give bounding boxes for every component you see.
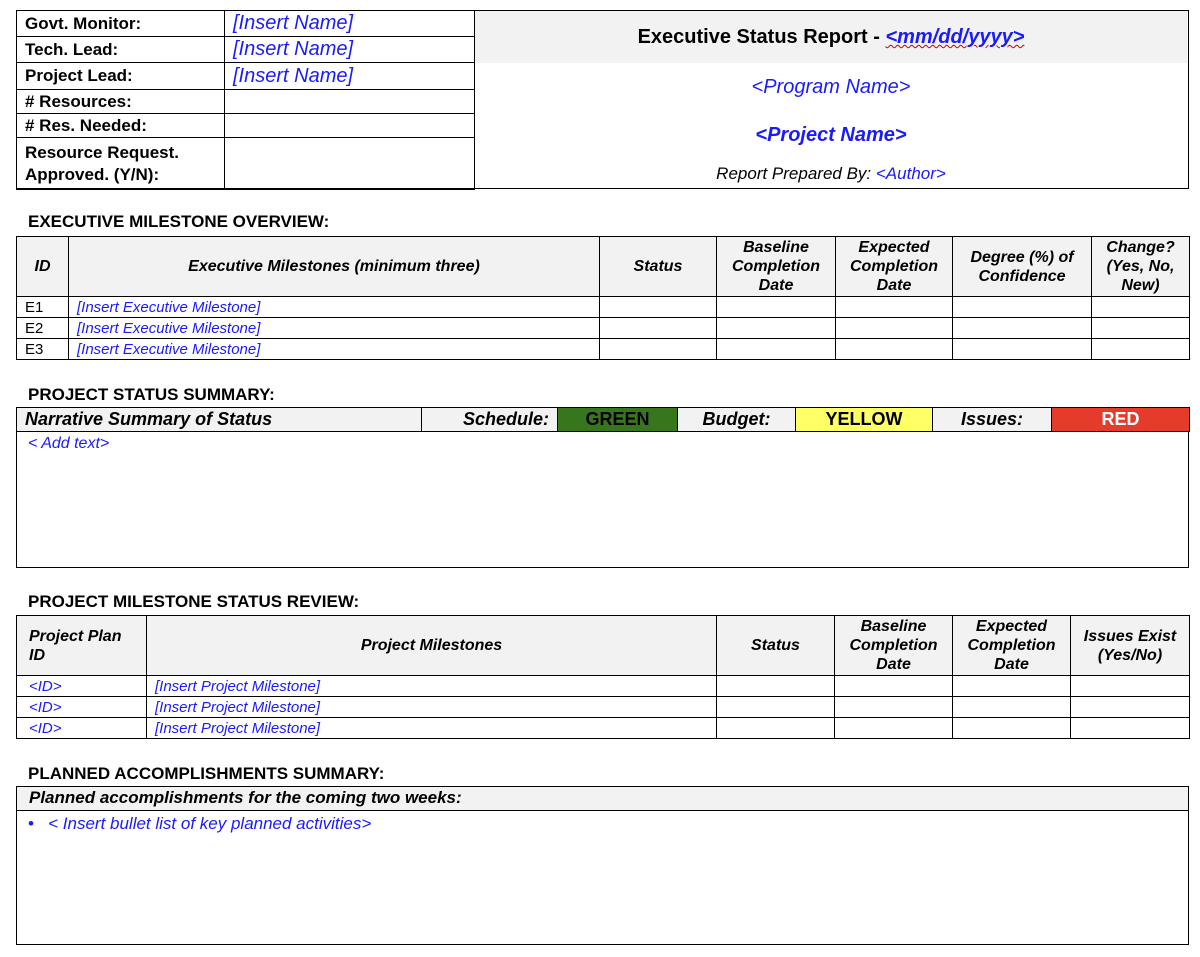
row-issues[interactable] bbox=[1071, 676, 1190, 697]
resource-request-value[interactable] bbox=[225, 138, 475, 190]
col-plan-id: Project Plan ID bbox=[17, 616, 147, 676]
project-name[interactable]: <Project Name> bbox=[755, 124, 907, 146]
planned-header bbox=[16, 786, 1189, 811]
schedule-label: Schedule: bbox=[422, 408, 558, 432]
col-status: Status bbox=[717, 616, 835, 676]
row-change[interactable] bbox=[1092, 339, 1190, 360]
row-status[interactable] bbox=[600, 297, 717, 318]
issues-label: Issues: bbox=[933, 408, 1052, 432]
row-id: E3 bbox=[17, 339, 69, 360]
row-plan-id[interactable]: <ID> bbox=[17, 718, 147, 739]
col-issues-exist: Issues Exist (Yes/No) bbox=[1071, 616, 1190, 676]
row-milestone[interactable]: [Insert Project Milestone] bbox=[147, 718, 717, 739]
row-baseline[interactable] bbox=[835, 718, 953, 739]
row-baseline[interactable] bbox=[717, 297, 836, 318]
table-row bbox=[17, 318, 1190, 339]
row-expected[interactable] bbox=[953, 697, 1071, 718]
row-baseline[interactable] bbox=[717, 318, 836, 339]
row-confidence[interactable] bbox=[953, 318, 1092, 339]
row-milestone[interactable]: [Insert Executive Milestone] bbox=[69, 297, 600, 318]
budget-status-badge[interactable]: YELLOW bbox=[796, 408, 933, 432]
col-change: Change? (Yes, No, New) bbox=[1092, 237, 1190, 297]
table-row bbox=[17, 718, 1190, 739]
row-milestone[interactable]: [Insert Project Milestone] bbox=[147, 676, 717, 697]
col-baseline-date: Baseline Completion Date bbox=[835, 616, 953, 676]
col-status: Status bbox=[600, 237, 717, 297]
row-confidence[interactable] bbox=[953, 297, 1092, 318]
row-milestone[interactable]: [Insert Executive Milestone] bbox=[69, 318, 600, 339]
table-row bbox=[17, 697, 1190, 718]
bullet-icon: • bbox=[28, 814, 34, 833]
exec-milestone-table bbox=[16, 236, 1190, 360]
row-baseline[interactable] bbox=[835, 697, 953, 718]
col-id: ID bbox=[17, 237, 69, 297]
planned-bullet-text[interactable]: < Insert bullet list of key planned activities> bbox=[48, 814, 372, 833]
row-status[interactable] bbox=[600, 318, 717, 339]
row-plan-id[interactable]: <ID> bbox=[17, 697, 147, 718]
col-exec-milestones: Executive Milestones (minimum three) bbox=[69, 237, 600, 297]
exec-milestone-title: EXECUTIVE MILESTONE OVERVIEW: bbox=[28, 212, 330, 231]
status-summary-title: PROJECT STATUS SUMMARY: bbox=[28, 385, 275, 404]
issues-status-badge[interactable]: RED bbox=[1052, 408, 1190, 432]
project-milestone-title: PROJECT MILESTONE STATUS REVIEW: bbox=[28, 592, 360, 611]
resources-label: # Resources: bbox=[17, 90, 225, 114]
col-expected-date: Expected Completion Date bbox=[953, 616, 1071, 676]
col-confidence: Degree (%) of Confidence bbox=[953, 237, 1092, 297]
row-issues[interactable] bbox=[1071, 718, 1190, 739]
row-status[interactable] bbox=[600, 339, 717, 360]
report-title: Executive Status Report - bbox=[637, 26, 886, 48]
narrative-label: Narrative Summary of Status bbox=[17, 408, 422, 432]
row-status[interactable] bbox=[717, 676, 835, 697]
row-baseline[interactable] bbox=[835, 676, 953, 697]
col-expected-date: Expected Completion Date bbox=[836, 237, 953, 297]
row-baseline[interactable] bbox=[717, 339, 836, 360]
row-status[interactable] bbox=[717, 718, 835, 739]
row-expected[interactable] bbox=[836, 339, 953, 360]
tech-lead-label: Tech. Lead: bbox=[17, 37, 225, 63]
row-status[interactable] bbox=[717, 697, 835, 718]
header-info-table bbox=[16, 10, 475, 190]
row-expected[interactable] bbox=[836, 318, 953, 339]
planned-title: PLANNED ACCOMPLISHMENTS SUMMARY: bbox=[28, 764, 385, 783]
tech-lead-value[interactable]: [Insert Name] bbox=[225, 37, 475, 63]
resources-value[interactable] bbox=[225, 90, 475, 114]
col-baseline-date: Baseline Completion Date bbox=[717, 237, 836, 297]
govt-monitor-value[interactable]: [Insert Name] bbox=[225, 11, 475, 37]
col-project-milestones: Project Milestones bbox=[147, 616, 717, 676]
planned-header-text: Planned accomplishments for the coming two weeks: bbox=[29, 788, 462, 807]
project-milestone-table bbox=[16, 615, 1190, 739]
planned-bullet[interactable] bbox=[28, 814, 371, 834]
prepared-by-label: Report Prepared By: bbox=[716, 164, 876, 183]
row-confidence[interactable] bbox=[953, 339, 1092, 360]
program-name[interactable]: <Program Name> bbox=[751, 76, 911, 98]
prepared-by bbox=[475, 164, 1187, 184]
schedule-status-badge[interactable]: GREEN bbox=[558, 408, 678, 432]
row-change[interactable] bbox=[1092, 318, 1190, 339]
row-issues[interactable] bbox=[1071, 697, 1190, 718]
project-lead-value[interactable]: [Insert Name] bbox=[225, 63, 475, 90]
row-expected[interactable] bbox=[953, 718, 1071, 739]
row-change[interactable] bbox=[1092, 297, 1190, 318]
table-row bbox=[17, 676, 1190, 697]
row-milestone[interactable]: [Insert Project Milestone] bbox=[147, 697, 717, 718]
govt-monitor-label: Govt. Monitor: bbox=[17, 11, 225, 37]
resource-request-label: Resource Request. Approved. (Y/N): bbox=[17, 138, 225, 190]
row-id: E2 bbox=[17, 318, 69, 339]
budget-label: Budget: bbox=[678, 408, 796, 432]
table-row bbox=[17, 297, 1190, 318]
res-needed-value[interactable] bbox=[225, 114, 475, 138]
row-expected[interactable] bbox=[836, 297, 953, 318]
status-body-text[interactable]: < Add text> bbox=[28, 435, 110, 452]
row-plan-id[interactable]: <ID> bbox=[17, 676, 147, 697]
status-summary-header bbox=[16, 407, 1190, 432]
row-expected[interactable] bbox=[953, 676, 1071, 697]
row-milestone[interactable]: [Insert Executive Milestone] bbox=[69, 339, 600, 360]
res-needed-label: # Res. Needed: bbox=[17, 114, 225, 138]
author[interactable]: <Author> bbox=[875, 164, 946, 183]
report-date[interactable]: <mm/dd/yyyy> bbox=[885, 26, 1025, 48]
row-id: E1 bbox=[17, 297, 69, 318]
table-row bbox=[17, 339, 1190, 360]
report-title-bar bbox=[475, 11, 1187, 63]
project-lead-label: Project Lead: bbox=[17, 63, 225, 90]
